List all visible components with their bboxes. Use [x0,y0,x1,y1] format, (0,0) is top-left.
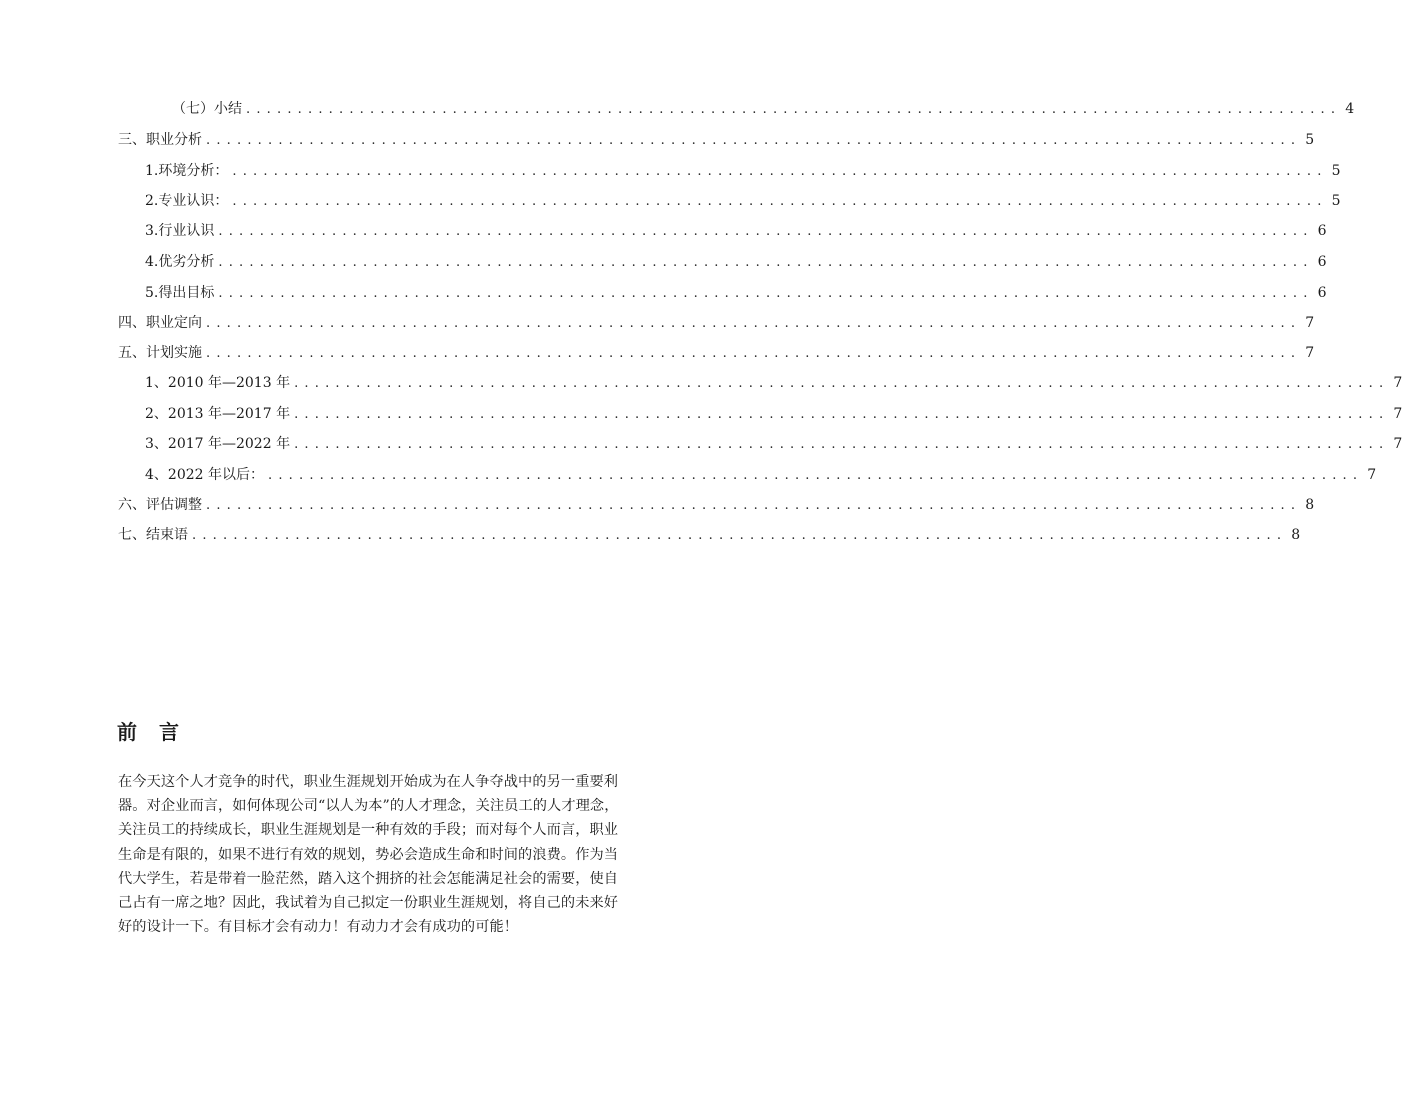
toc-entry[interactable] [145,465,1377,485]
toc-entry-page: 7 [1305,315,1315,331]
toc-entry-label: 4.优劣分析 [145,254,215,270]
preface-line: 生命是有限的，如果不进行有效的规划，势必会造成生命和时间的浪费。作为当 [118,846,619,863]
toc-entry-label: 2、2013 年—2017 年 [145,406,291,422]
toc-entry[interactable] [145,221,1327,241]
toc-dot-leader: .......................................................................................................... [206,316,1302,331]
toc-entry-label: 2.专业认识： [145,193,229,209]
toc-entry[interactable] [118,495,1315,515]
toc-entry[interactable] [145,373,1402,393]
toc-dot-leader: .......................................................................................................... [218,255,1314,270]
toc-dot-leader: .......................................................................................................... [268,468,1364,483]
preface-line: 代大学生，若是带着一脸茫然，踏入这个拥挤的社会怎能满足社会的需要，使自 [118,870,619,887]
toc-entry-label: 3.行业认识 [145,223,215,239]
toc-entry-page: 5 [1331,193,1341,209]
toc-dot-leader: .......................................................................................................... [218,286,1314,301]
toc-dot-leader: .......................................................................................................... [294,437,1390,452]
toc-entry-label: 4、2022 年以后： [145,467,264,483]
toc-entry-page: 5 [1305,132,1315,148]
toc-dot-leader: .......................................................................................................... [232,194,1328,209]
toc-entry-label: 六、评估调整 [118,497,202,513]
preface-line: 关注员工的持续成长，职业生涯规划是一种有效的手段；而对每个人而言，职业 [118,822,619,839]
toc-entry[interactable] [118,130,1315,150]
toc-dot-leader: .......................................................................................................... [192,528,1288,543]
toc-entry-label: 三、职业分析 [118,132,202,148]
toc-dot-leader: .......................................................................................................... [218,224,1314,239]
toc-entry-label: 五、计划实施 [118,345,202,361]
toc-entry-page: 8 [1305,497,1315,513]
preface-line: 器。对企业而言，如何体现公司“以人为本”的人才理念，关注员工的人才理念， [118,798,619,815]
toc-entry[interactable] [145,191,1341,211]
toc-entry[interactable] [145,252,1327,272]
toc-entry[interactable] [172,99,1355,119]
toc-entry-label: 四、职业定向 [118,315,202,331]
preface-heading: 前言 [117,720,201,744]
toc-dot-leader: .......................................................................................................... [206,498,1302,513]
toc-entry[interactable] [118,343,1315,363]
toc-entry-page: 6 [1317,285,1327,301]
preface-line: 在今天这个人才竞争的时代，职业生涯规划开始成为在人争夺战中的另一重要利 [118,774,619,790]
toc-dot-leader: .......................................................................................................... [232,164,1328,179]
toc-entry[interactable] [118,525,1301,545]
toc-dot-leader: .......................................................................................................... [294,407,1390,422]
toc-entry-label: 5.得出目标 [145,285,215,301]
toc-dot-leader: .......................................................................................................... [206,133,1302,148]
toc-entry[interactable] [145,404,1402,424]
toc-entry-label: 1、2010 年—2013 年 [145,375,291,391]
toc-entry-page: 7 [1393,436,1402,452]
toc-entry-page: 7 [1393,375,1402,391]
toc-entry[interactable] [145,283,1327,303]
toc-entry[interactable] [145,161,1341,181]
toc-entry-page: 7 [1305,345,1315,361]
toc-dot-leader: .......................................................................................................... [206,346,1302,361]
toc-dot-leader: .......................................................................................................... [246,102,1342,117]
toc-entry-page: 6 [1317,254,1327,270]
toc-entry-label: 1.环境分析： [145,163,229,179]
toc-entry-page: 7 [1367,467,1377,483]
toc-entry-label: 3、2017 年—2022 年 [145,436,291,452]
toc-entry-label: （七）小结 [172,101,242,117]
toc-entry[interactable] [145,434,1402,454]
toc-entry-page: 8 [1291,527,1301,543]
toc-entry[interactable] [118,313,1315,333]
toc-entry-page: 6 [1317,223,1327,239]
toc-entry-page: 5 [1331,163,1341,179]
preface-line: 己占有一席之地？因此，我试着为自己拟定一份职业生涯规划，将自己的未来好 [118,894,619,911]
toc-entry-page: 7 [1393,406,1402,422]
toc-entry-label: 七、结束语 [118,527,188,543]
toc-dot-leader: .......................................................................................................... [294,376,1390,391]
preface-line: 好的设计一下。有目标才会有动力！有动力才会有成功的可能！ [118,919,519,936]
preface-paragraph [118,770,658,939]
toc-entry-page: 4 [1345,101,1355,117]
